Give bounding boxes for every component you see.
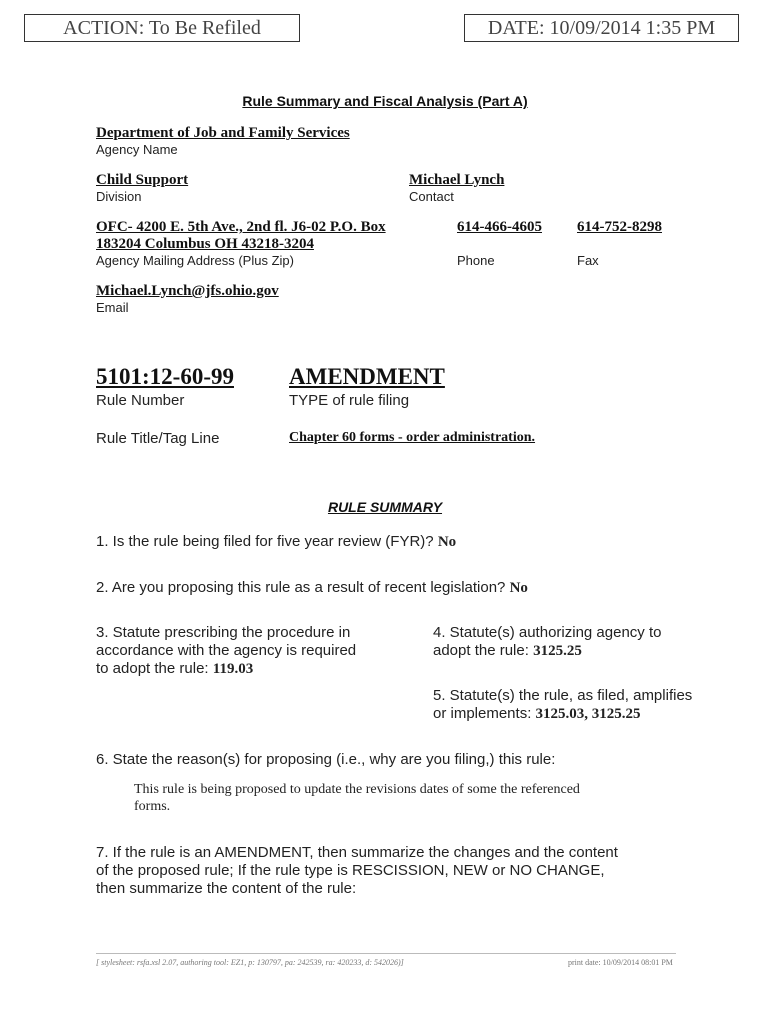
division-value: Child Support bbox=[96, 172, 189, 188]
question-7 bbox=[96, 844, 696, 898]
question-4 bbox=[433, 624, 733, 660]
address-line-1: OFC- 4200 E. 5th Ave., 2nd fl. J6-02 P.O. Box bbox=[96, 219, 386, 235]
rule-title-label: Rule Title/Tag Line bbox=[96, 430, 220, 447]
phone-label: Phone bbox=[457, 253, 495, 268]
fax-label: Fax bbox=[577, 253, 599, 268]
rule-title-value: Chapter 60 forms - order administration. bbox=[289, 430, 536, 445]
question-2-answer: No bbox=[509, 580, 528, 596]
question-7-line-2: of the proposed rule; If the rule type is RESCISSION, NEW or NO CHANGE, bbox=[96, 862, 605, 879]
question-5-line-1: 5. Statute(s) the rule, as filed, amplifies bbox=[433, 687, 693, 704]
question-3-line-3-wrap bbox=[96, 660, 406, 678]
question-4-line-2-wrap bbox=[433, 642, 733, 660]
question-5-line-2: or implements: bbox=[433, 705, 532, 722]
date-text: DATE: 10/09/2014 1:35 PM bbox=[487, 17, 716, 39]
rule-number: 5101:12-60-99 bbox=[96, 364, 234, 389]
question-1-answer: No bbox=[437, 534, 457, 550]
document-title: Rule Summary and Fiscal Analysis (Part A) bbox=[242, 93, 528, 109]
question-7-line-1: 7. If the rule is an AMENDMENT, then summarize the changes and the content bbox=[96, 844, 618, 861]
contact-value: Michael Lynch bbox=[409, 172, 505, 188]
agency-name-value: Department of Job and Family Services bbox=[96, 125, 350, 141]
footer-print-date: print date: 10/09/2014 08:01 PM bbox=[568, 958, 673, 967]
question-4-line-1: 4. Statute(s) authorizing agency to bbox=[433, 624, 662, 641]
email-label: Email bbox=[96, 300, 129, 315]
question-6-answer bbox=[134, 781, 694, 815]
question-3-line-1: 3. Statute prescribing the procedure in bbox=[96, 624, 351, 641]
action-box bbox=[24, 14, 300, 42]
action-text: ACTION: To Be Refiled bbox=[63, 17, 261, 39]
question-5-answer: 3125.03, 3125.25 bbox=[535, 706, 641, 722]
address-label: Agency Mailing Address (Plus Zip) bbox=[96, 253, 294, 268]
question-6-answer-line-1: This rule is being proposed to update the revisions dates of some the referenced bbox=[134, 782, 580, 797]
footer-stylesheet-info: [ stylesheet: rsfa.xsl 2.07, authoring tool: EZ1, p: 130797, pa: 242539, ra: 420233, d: 542026)] bbox=[96, 958, 404, 967]
division-label: Division bbox=[96, 189, 142, 204]
address-line-2: 183204 Columbus OH 43218-3204 bbox=[96, 236, 314, 252]
question-3-line-2: accordance with the agency is required bbox=[96, 642, 357, 659]
footer-divider bbox=[96, 953, 676, 954]
question-1 bbox=[96, 533, 456, 551]
question-5 bbox=[433, 687, 743, 723]
rule-type: AMENDMENT bbox=[289, 364, 445, 389]
question-6-answer-line-2: forms. bbox=[134, 799, 171, 814]
question-1-text: 1. Is the rule being filed for five year review (FYR)? bbox=[96, 533, 434, 550]
question-6-text: 6. State the reason(s) for proposing (i.e., why are you filing,) this rule: bbox=[96, 751, 556, 768]
question-7-line-3: then summarize the content of the rule: bbox=[96, 880, 357, 897]
phone-value: 614-466-4605 bbox=[457, 219, 542, 235]
question-3-answer: 119.03 bbox=[212, 661, 254, 677]
fax-value: 614-752-8298 bbox=[577, 219, 662, 235]
question-2-text: 2. Are you proposing this rule as a result of recent legislation? bbox=[96, 579, 506, 596]
question-5-line-2-wrap bbox=[433, 705, 743, 723]
contact-label: Contact bbox=[409, 189, 454, 204]
rule-type-label: TYPE of rule filing bbox=[289, 392, 410, 409]
email-value: Michael.Lynch@jfs.ohio.gov bbox=[96, 283, 279, 299]
rule-summary-heading: RULE SUMMARY bbox=[327, 499, 443, 515]
question-4-line-2: adopt the rule: bbox=[433, 642, 529, 659]
question-2 bbox=[96, 579, 528, 597]
question-3-line-3: to adopt the rule: bbox=[96, 660, 209, 677]
question-3 bbox=[96, 624, 406, 678]
agency-name-label: Agency Name bbox=[96, 142, 178, 157]
question-4-answer: 3125.25 bbox=[533, 643, 582, 659]
date-box bbox=[464, 14, 739, 42]
rule-number-label: Rule Number bbox=[96, 392, 185, 409]
